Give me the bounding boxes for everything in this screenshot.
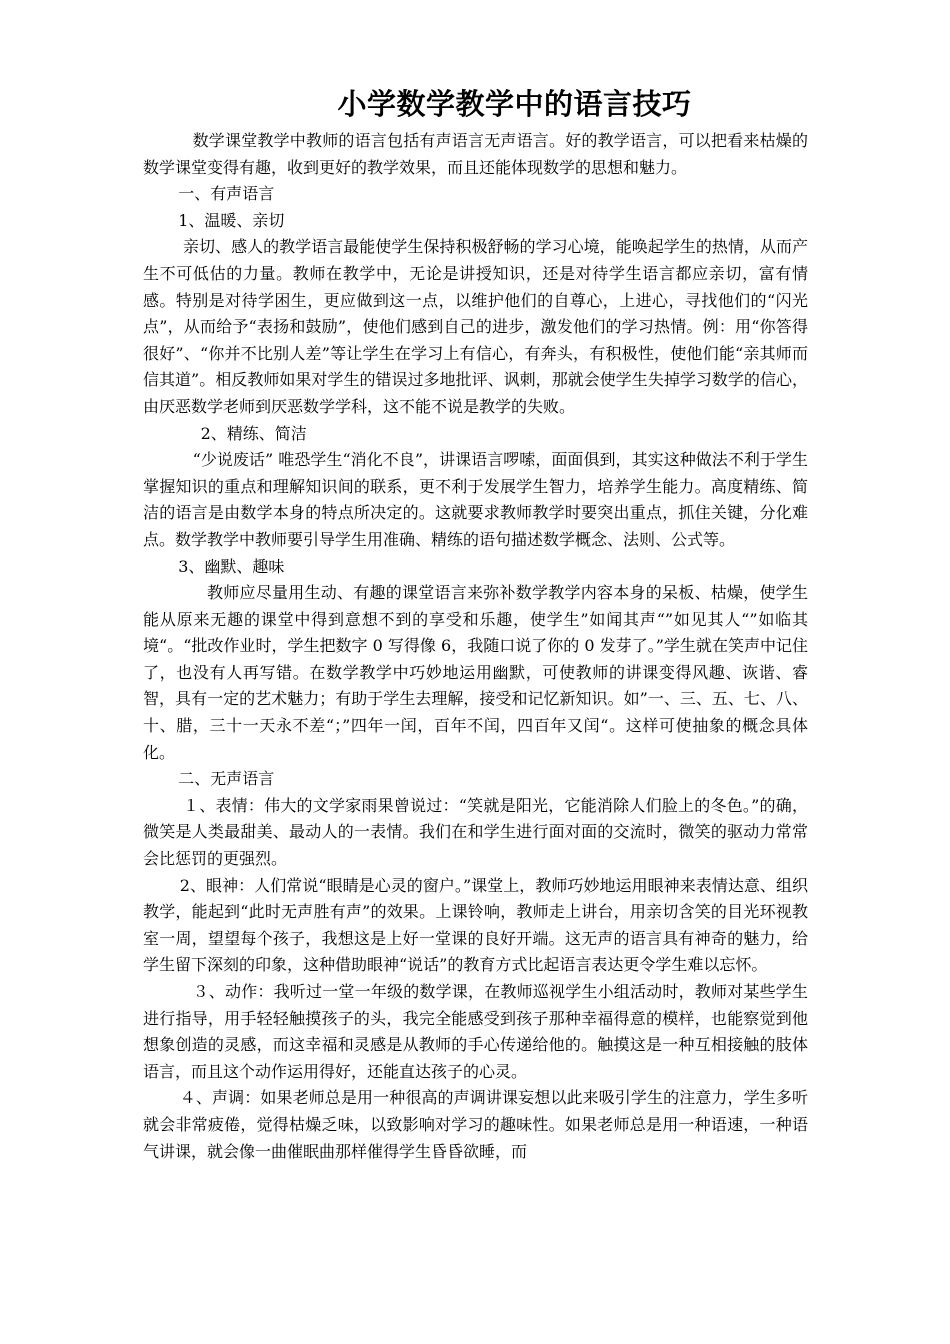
paragraph-concise: “少说废话” 唯恐学生“消化不良”，讲课语言啰嗦，面面俱到，其实这种做法不利于学生掌握知识的重点和理解知识间的联系，更不利于发展学生智力，培养学生能力。高度精练、简洁的语言是由数学本身的特点所决定的。这就要求教师教学时要突出重点，抓住关键，分化难点。数学教学中教师要引导学生用准确、精练的语句描述数学概念、法则、公式等。	[143, 450, 808, 549]
paragraph-humor: 教师应尽量用生动、有趣的课堂语言来弥补数学教学内容本身的呆板、枯燥，使学生能从原来无趣的课堂中得到意想不到的享受和乐趣，使学生”如闻其声“”如见其人“”如临其境“。“批改作业时，学生把数字 0 写得像 6，我随口说了你的 0 发芽了。”学生就在笑声中记住了，也没有人再写错。在数学教学中巧妙地运用幽默，可使教师的讲课变得风趣、诙谐、睿智，具有一定的艺术魅力；有助于学生去理解，接受和记忆新知识。如”一、三、五、七、八、十、腊，三十一天永不差“；”四年一闰，百年不闰，四百年又闰“。这样可使抽象的概念具体化。	[143, 583, 808, 762]
paragraph-eyes: 2、眼神：人们常说“眼睛是心灵的窗户。”课堂上，教师巧妙地运用眼神来表情达意、组织教学，能起到“此时无声胜有声”的效果。上课铃响，教师走上讲台，用亲切含笑的目光环视教室一周，望望每个孩子，我想这是上好一堂课的良好开端。这无声的语言具有神奇的魅力，给学生留下深刻的印象，这种借助眼神“说话”的教育方式比起语言表达更令学生难以忘怀。	[143, 875, 808, 975]
subheading-warm-kind: 1、温暖、亲切	[178, 210, 285, 230]
subheading-concise: 2、精练、简洁	[200, 423, 307, 443]
document-title: 小学数学教学中的语言技巧	[337, 87, 692, 121]
paragraph-expression: １、表情：伟大的文学家雨果曾说过：“笑就是阳光，它能消除人们脸上的冬色。”的确，微笑是人类最甜美、最动人的一表情。我们在和学生进行面对面的交流时，微笑的驱动力常常会比惩罚的更强烈。	[143, 795, 808, 869]
paragraph-warm-kind: 亲切、感人的教学语言最能使学生保持积极舒畅的学习心境，能唤起学生的热情，从而产生不可低估的力量。教师在教学中，无论是讲授知识，还是对待学生语言都应亲切，富有情感。特别是对待学困生，更应做到这一点，以维护他们的自尊心，上进心，寻找他们的“闪光点”，从而给予“表扬和鼓励”，使他们感到自己的进步，激发他们的学习热情。例：用“你答得很好”、“你并不比别人差”等让学生在学习上有信心，有奔头，有积极性，使他们能“亲其师而信其道”。相反教师如果对学生的错误过多地批评、讽刺，那就会使学生失掉学习数学的信心，由厌恶数学老师到厌恶数学学科，这不能不说是教学的失败。	[143, 237, 808, 416]
subheading-humor: 3、幽默、趣味	[178, 556, 285, 576]
paragraph-gesture: ３、动作：我听过一堂一年级的数学课，在教师巡视学生小组活动时，教师对某些学生进行指导，用手轻轻触摸孩子的头，我完全能感受到孩子那种幸福得意的模样，也能察觉到他想象创造的灵感，而这幸福和灵感是从教师的手心传递给他的。触摸这是一种互相接触的肢体语言，而且这个动作运用得好，还能直达孩子的心灵。	[143, 982, 808, 1081]
paragraph-tone: ４、声调：如果老师总是用一种很高的声调讲课妄想以此来吸引学生的注意力，学生多听就会非常疲倦，觉得枯燥乏味，以致影响对学习的趣味性。如果老师总是用一种语速，一种语气讲课，就会像一曲催眠曲那样催得学生昏昏欲睡，而	[143, 1088, 808, 1161]
document-body	[143, 82, 808, 1165]
section-heading-voiced-language: 一、有声语言	[178, 184, 275, 204]
intro-paragraph: 数学课堂教学中教师的语言包括有声语言无声语言。好的教学语言，可以把看来枯燥的数学课堂变得有趣，收到更好的教学效果，而且还能体现数学的思想和魅力。	[143, 131, 808, 177]
section-heading-silent-language: 二、无声语言	[178, 769, 275, 789]
